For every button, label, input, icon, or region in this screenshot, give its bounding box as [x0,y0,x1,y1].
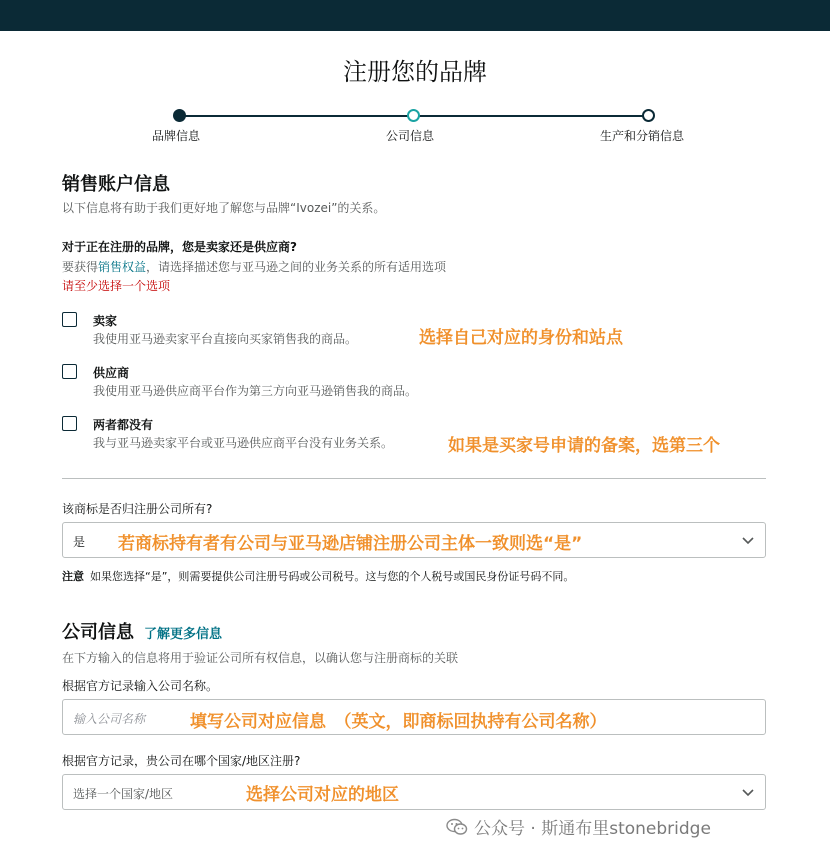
step-label-company-info: 公司信息 [386,129,435,143]
top-bar [0,0,830,31]
note-label: 注意 [62,570,84,583]
seller-vendor-hint [62,258,446,275]
chevron-down-icon [741,533,755,547]
company-name-label: 根据官方记录输入公司名称。 [62,679,219,693]
wechat-icon [446,818,468,836]
chevron-down-icon [741,785,755,799]
seller-option-desc: 我使用亚马逊卖家平台直接向买家销售我的商品。 [93,332,358,346]
trademark-note [62,568,574,584]
watermark [446,814,711,839]
step-line-1 [180,115,414,117]
annotation-trademark-owner: 若商标持有者有公司与亚马逊店铺注册公司主体一致则选“是” [118,534,583,554]
section-divider [62,478,766,479]
sales-account-heading: 销售账户信息 [62,174,170,195]
sales-account-intro: 以下信息将有助于我们更好地了解您与品牌“Ivozei”的关系。 [62,201,386,215]
trademark-owned-value: 是 [73,535,86,549]
company-info-heading [62,618,222,644]
neither-option-title: 两者都没有 [93,418,154,432]
neither-option-desc: 我与亚马逊卖家平台或亚马逊供应商平台没有业务关系。 [93,436,394,450]
watermark-text: 公众号 · 斯通布里stonebridge [474,819,711,839]
note-text: 如果您选择“是”，则需要提供公司注册号码或公司税号。这与您的个人税号或国民身份证号码不同。 [90,570,575,583]
vendor-checkbox[interactable] [62,364,77,379]
vendor-option-desc: 我使用亚马逊供应商平台作为第三方向亚马逊销售我的商品。 [93,384,418,398]
step-dot-production-info [642,109,655,122]
annotation-identity: 选择自己对应的身份和站点 [419,328,623,348]
company-info-title: 公司信息 [62,622,134,643]
hint-prefix: 要获得 [62,260,99,274]
annotation-country: 选择公司对应的地区 [246,785,399,805]
seller-vendor-question: 对于正在注册的品牌，您是卖家还是供应商? [62,240,297,254]
company-name-placeholder: 输入公司名称 [73,712,146,726]
country-select[interactable] [62,774,766,810]
selection-error: 请至少选择一个选项 [62,279,171,293]
step-line-2 [414,115,648,117]
trademark-owned-label: 该商标是否归注册公司所有? [62,502,213,516]
annotation-buyer-account: 如果是买家号申请的备案，选第三个 [448,436,720,456]
step-dot-company-info [407,109,420,122]
annotation-company-name: 填写公司对应信息 （英文，即商标回执持有公司名称） [190,712,607,732]
neither-checkbox[interactable] [62,416,77,431]
country-label: 根据官方记录，贵公司在哪个国家/地区注册? [62,754,301,768]
hint-suffix: ，请选择描述您与亚马逊之间的业务关系的所有适用选项 [146,260,447,274]
page-title: 注册您的品牌 [343,58,487,86]
company-info-intro: 在下方输入的信息将用于验证公司所有权信息，以确认您与注册商标的关联 [62,651,459,665]
step-label-brand-info: 品牌信息 [152,129,201,143]
step-dot-brand-info [173,109,186,122]
vendor-option-title: 供应商 [93,366,130,380]
seller-checkbox[interactable] [62,312,77,327]
country-placeholder: 选择一个国家/地区 [73,787,174,801]
sales-rights-link[interactable]: 销售权益 [98,260,147,274]
step-label-production-info: 生产和分销信息 [600,129,685,143]
seller-option-title: 卖家 [93,314,118,328]
learn-more-link[interactable]: 了解更多信息 [144,627,223,642]
